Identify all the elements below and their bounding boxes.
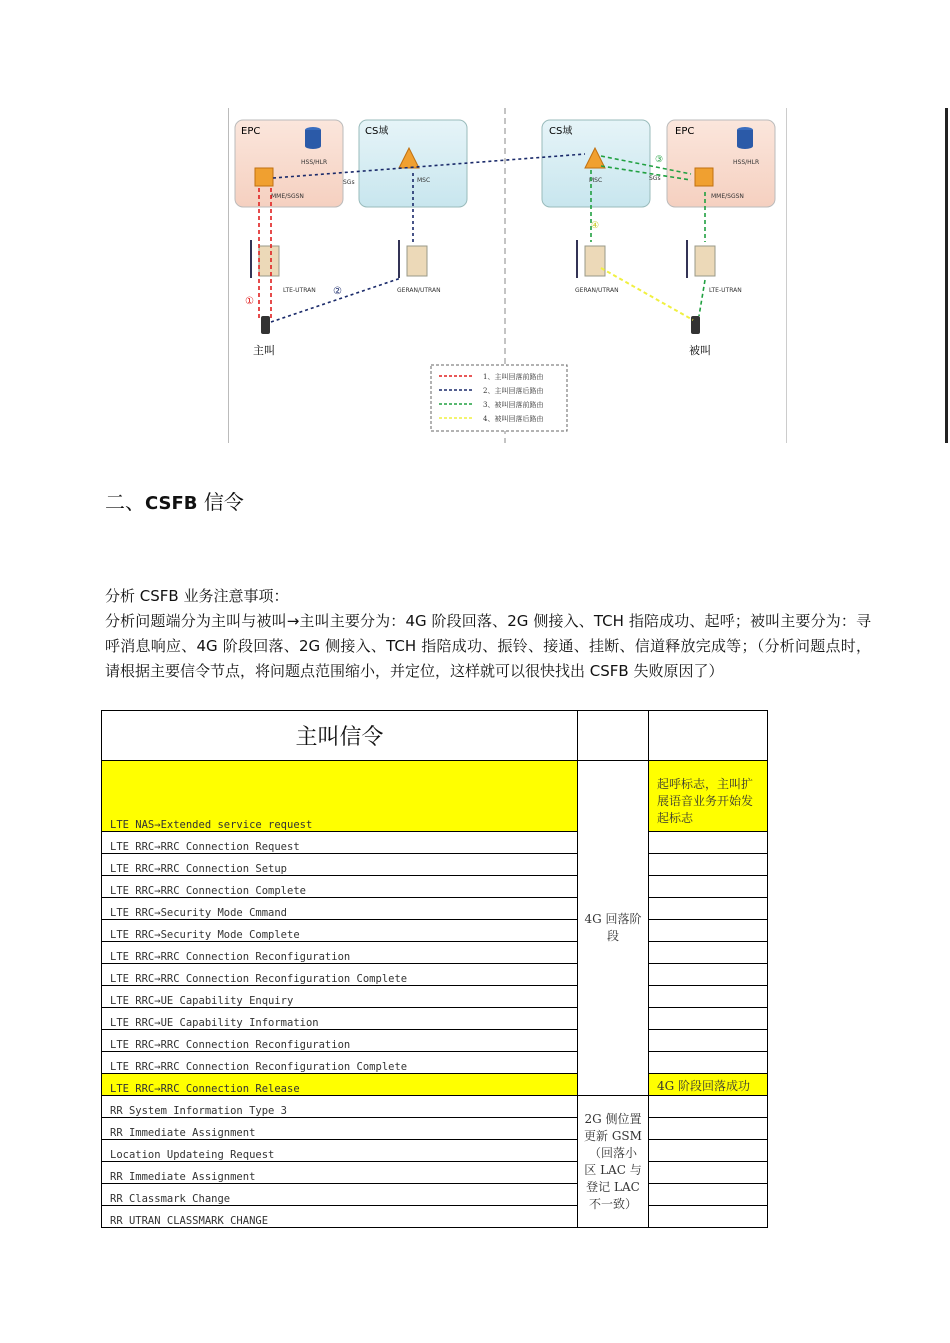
- enb-left-icon: [251, 240, 279, 278]
- note-cell: [649, 1096, 768, 1118]
- caller-signaling-table: [101, 710, 768, 1228]
- hss-right-icon: [737, 127, 753, 149]
- legend-label-1: 1、主叫回落前路由: [483, 373, 544, 381]
- table-row: [102, 1118, 768, 1140]
- legend-label-3: 3、被叫回落前路由: [483, 401, 544, 409]
- note-cell: [649, 1030, 768, 1052]
- note-cell: [649, 1052, 768, 1074]
- enb-right-icon: [687, 240, 715, 278]
- signal-message: LTE NAS→Extended service request: [102, 761, 578, 832]
- signal-message: RR Immediate Assignment: [102, 1162, 578, 1184]
- callee-phone-icon: [691, 316, 700, 334]
- epc-right-label: EPC: [675, 126, 695, 137]
- table-header-row: [102, 711, 768, 761]
- signal-message: Location Updateing Request: [102, 1140, 578, 1162]
- signal-message: LTE RRC→Security Mode Complete: [102, 920, 578, 942]
- table-row: [102, 964, 768, 986]
- table-row: [102, 761, 768, 832]
- bts-right-icon: [577, 240, 605, 278]
- signal-message: LTE RRC→UE Capability Information: [102, 1008, 578, 1030]
- table-title: 主叫信令: [102, 711, 578, 761]
- table-row: [102, 898, 768, 920]
- table-row: [102, 1008, 768, 1030]
- legend-label-4: 4、被叫回落后路由: [483, 415, 544, 423]
- legend-label-2: 2、主叫回落后路由: [483, 387, 544, 395]
- note-cell: [649, 964, 768, 986]
- mme-left-icon: [255, 168, 273, 186]
- bts-left-icon: [399, 240, 427, 278]
- step-3-marker: ③: [655, 155, 664, 165]
- table-row: [102, 1162, 768, 1184]
- signal-message: LTE RRC→RRC Connection Reconfiguration Complete: [102, 964, 578, 986]
- signal-message: LTE RRC→RRC Connection Setup: [102, 854, 578, 876]
- heading-prefix: 二、: [105, 490, 145, 514]
- note-fallback-success: 4G 阶段回落成功: [649, 1074, 768, 1096]
- heading-suffix: 信令: [197, 490, 244, 514]
- section-heading: [105, 486, 244, 515]
- notes-body: 分析问题端分为主叫与被叫→主叫主要分为：4G 阶段回落、2G 侧接入、TCH 指陪成功、起呼；被叫主要分为：寻呼消息响应、4G 阶段回落、2G 侧接入、TCH 指陪成功、振铃、接通、挂断、信道释放完成等；（分析问题点时，请根据主要信令节点，将问题点范围缩小，并定位，这样就可以很快找出 CSFB 失败原因了）: [105, 612, 871, 680]
- signal-message: LTE RRC→RRC Connection Release: [102, 1074, 578, 1096]
- heading-bold: CSFB: [145, 493, 198, 514]
- note-cell: [649, 1184, 768, 1206]
- step-2-marker: ②: [333, 286, 342, 297]
- header-empty-cell: [649, 711, 768, 761]
- note-cell: [649, 942, 768, 964]
- msc-right-label: MSC: [589, 177, 603, 184]
- caller-phone-icon: [261, 316, 270, 334]
- sgs-left-label: SGs: [343, 179, 355, 186]
- note-cell: [649, 876, 768, 898]
- csfb-network-diagram: [228, 108, 787, 443]
- note-cell: [649, 1118, 768, 1140]
- table-row: [102, 1184, 768, 1206]
- sgs-right-label: SGs: [649, 175, 661, 182]
- signal-message: LTE RRC→RRC Connection Complete: [102, 876, 578, 898]
- header-empty-cell: [578, 711, 649, 761]
- diagram-canvas: [229, 108, 786, 443]
- step-4-marker: ④: [591, 221, 600, 231]
- bts-left-label: GERAN/UTRAN: [397, 287, 441, 294]
- mme-right-label: MME/SGSN: [711, 193, 744, 200]
- cs-right-label: CS域: [549, 126, 573, 137]
- caller-label: 主叫: [253, 344, 275, 357]
- signal-message: LTE RRC→UE Capability Enquiry: [102, 986, 578, 1008]
- msc-left-label: MSC: [417, 177, 431, 184]
- route-4-callee-after: [601, 268, 693, 320]
- signal-message: RR System Information Type 3: [102, 1096, 578, 1118]
- hss-left-icon: [305, 127, 321, 149]
- table-row: [102, 986, 768, 1008]
- hss-left-label: HSS/HLR: [301, 159, 328, 166]
- signal-message: LTE RRC→RRC Connection Reconfiguration: [102, 1030, 578, 1052]
- note-cell: [649, 1008, 768, 1030]
- signal-message: LTE RRC→RRC Connection Reconfiguration Complete: [102, 1052, 578, 1074]
- note-cell: [649, 854, 768, 876]
- page-edge-mark: [945, 108, 948, 443]
- cs-left-label: CS域: [365, 126, 389, 137]
- note-cell: [649, 1140, 768, 1162]
- table-row: [102, 1140, 768, 1162]
- note-cell: [649, 1162, 768, 1184]
- signal-message: RR UTRAN CLASSMARK CHANGE: [102, 1206, 578, 1228]
- enb-left-label: LTE-UTRAN: [283, 287, 316, 294]
- stage-2g-location-update: 2G 侧位置更新 GSM（回落小区 LAC 与登记 LAC 不一致）: [578, 1096, 649, 1228]
- table-row: [102, 920, 768, 942]
- note-cell: [649, 1206, 768, 1228]
- signal-message: LTE RRC→RRC Connection Reconfiguration: [102, 942, 578, 964]
- table-row: [102, 1074, 768, 1096]
- table-row: [102, 1096, 768, 1118]
- enb-right-label: LTE-UTRAN: [709, 287, 742, 294]
- signal-message: RR Classmark Change: [102, 1184, 578, 1206]
- step-1-marker: ①: [245, 296, 254, 307]
- notes-title: 分析 CSFB 业务注意事项：: [105, 587, 289, 605]
- table-row: [102, 1030, 768, 1052]
- note-cell: [649, 832, 768, 854]
- table-row: [102, 942, 768, 964]
- bts-right-label: GERAN/UTRAN: [575, 287, 619, 294]
- note-cell: [649, 898, 768, 920]
- signal-message: LTE RRC→RRC Connection Request: [102, 832, 578, 854]
- note-call-start: 起呼标志，主叫扩展语音业务开始发起标志: [649, 761, 768, 832]
- table-row: [102, 1052, 768, 1074]
- table-row: [102, 1206, 768, 1228]
- hss-right-label: HSS/HLR: [733, 159, 760, 166]
- table-row: [102, 876, 768, 898]
- signal-message: RR Immediate Assignment: [102, 1118, 578, 1140]
- stage-4g-fallback: 4G 回落阶段: [578, 761, 649, 1096]
- mme-right-icon: [695, 168, 713, 186]
- note-cell: [649, 920, 768, 942]
- signal-message: LTE RRC→Security Mode Cmmand: [102, 898, 578, 920]
- epc-left-label: EPC: [241, 126, 261, 137]
- mme-left-label: MME/SGSN: [271, 193, 304, 200]
- callee-label: 被叫: [689, 344, 711, 357]
- table-row: [102, 854, 768, 876]
- table-row: [102, 832, 768, 854]
- note-cell: [649, 986, 768, 1008]
